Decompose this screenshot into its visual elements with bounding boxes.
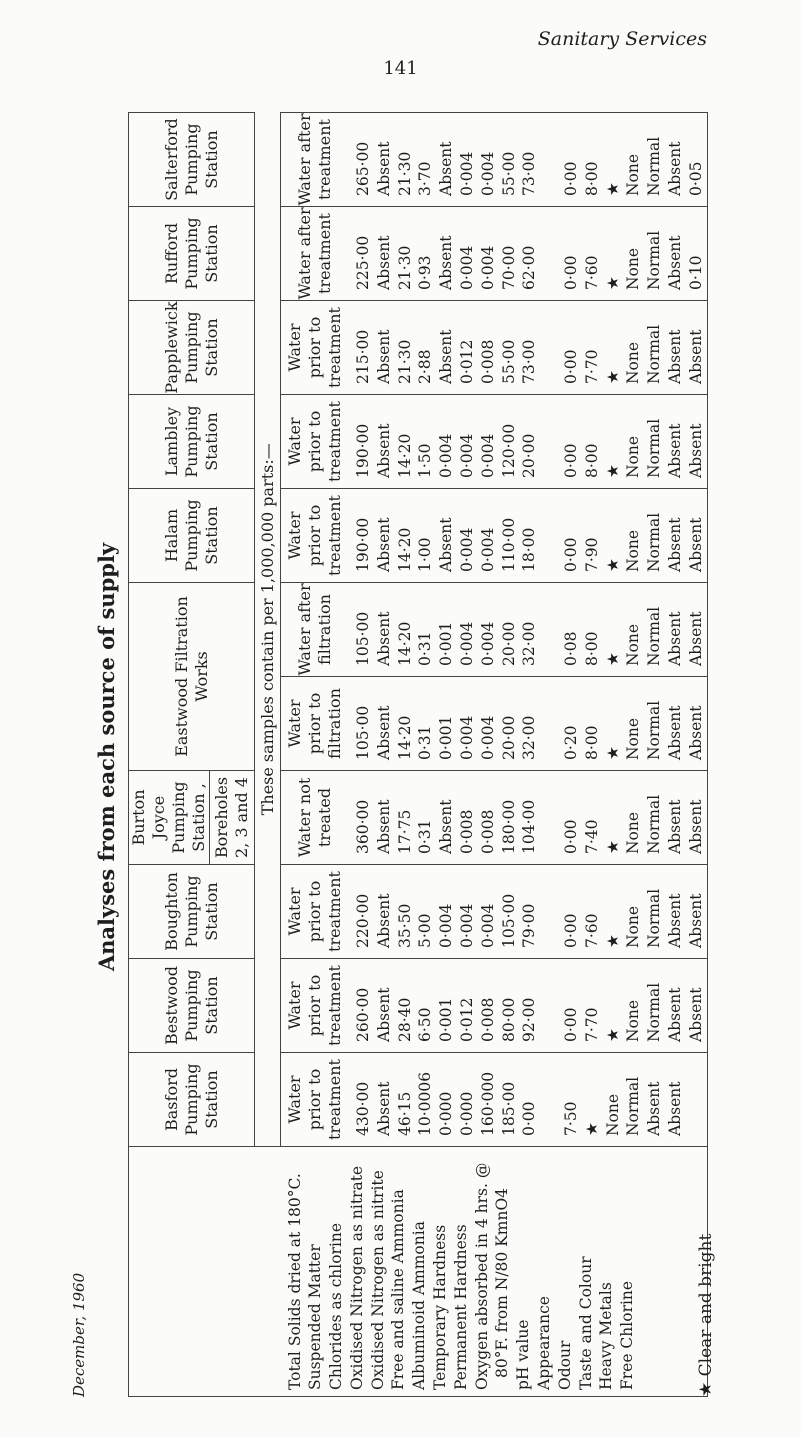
value-cell: Absent — [374, 1081, 393, 1136]
value-cell: 62·00 — [520, 245, 539, 290]
value-cell: 7·90 — [582, 537, 601, 572]
parameter-label: Taste and Colour — [576, 1256, 595, 1390]
value-cell: 7·50 — [561, 1101, 580, 1136]
value-cell: Normal — [645, 982, 664, 1042]
value-cell: Absent — [374, 517, 393, 572]
value-cell: 20·00 — [499, 715, 518, 760]
value-cell: 0·004 — [437, 433, 456, 478]
value-cell: Normal — [645, 512, 664, 572]
parameter-label: Oxygen absorbed in 4 hrs. @ — [472, 1162, 491, 1390]
value-cell: None — [624, 623, 643, 666]
value-cell: 35·50 — [395, 903, 414, 948]
table-title: Analyses from each source of supply — [94, 542, 119, 972]
parameter-label: Free Chlorine — [618, 1280, 637, 1390]
value-cell: 0·00 — [561, 913, 580, 948]
value-cell: 6·50 — [416, 1007, 435, 1042]
parameter-label: pH value — [514, 1319, 533, 1390]
station-header: Bestwood Pumping Station — [129, 959, 255, 1053]
stage-header: Water prior to filtration — [281, 677, 350, 771]
value-cell: 0·31 — [416, 631, 435, 666]
parameter-label: Chlorides as chlorine — [327, 1222, 346, 1390]
section-title: Sanitary Services — [537, 28, 707, 50]
value-cell: 18·00 — [520, 527, 539, 572]
value-cell: 430·00 — [354, 1081, 372, 1136]
value-cell: Normal — [645, 324, 664, 384]
value-cell: 28·40 — [395, 997, 414, 1042]
value-cell: 0·004 — [478, 151, 497, 196]
value-column — [349, 1053, 707, 1147]
station-header: Eastwood Filtration Works — [129, 583, 255, 771]
value-cell: Absent — [437, 517, 456, 572]
value-cell: 0·05 — [686, 161, 705, 196]
value-cell: 0·004 — [457, 527, 476, 572]
value-cell: 46·15 — [395, 1091, 414, 1136]
value-cell: 79·00 — [520, 903, 539, 948]
value-cell: Normal — [645, 606, 664, 666]
value-cell: ★ — [603, 370, 622, 384]
value-cell — [540, 583, 561, 666]
value-cell: 0·10 — [686, 255, 705, 290]
value-cell: None — [624, 717, 643, 760]
stage-header: Water prior to treatment — [281, 1053, 350, 1147]
value-cell: Absent — [437, 799, 456, 854]
station-header: Boughton Pumping Station — [129, 865, 255, 959]
value-cell: 20·00 — [499, 621, 518, 666]
value-cell — [540, 301, 561, 384]
value-cell: Absent — [665, 1081, 684, 1136]
value-cell: 73·00 — [520, 339, 539, 384]
value-cell: 21·30 — [395, 339, 414, 384]
value-column — [349, 583, 707, 677]
value-cell: 0·93 — [416, 255, 435, 290]
value-cell: 215·00 — [354, 329, 372, 384]
value-cell: 0·004 — [457, 903, 476, 948]
value-cell: 17·75 — [395, 809, 414, 854]
value-cell: Absent — [374, 987, 393, 1042]
value-cell: 105·00 — [499, 893, 518, 948]
value-cell: 0·004 — [478, 903, 497, 948]
value-column — [349, 395, 707, 489]
value-cell: Absent — [437, 329, 456, 384]
value-column — [349, 207, 707, 301]
value-cell: 0·004 — [437, 903, 456, 948]
value-cell — [540, 395, 561, 478]
value-cell: 0·001 — [437, 715, 456, 760]
station-header: Rufford Pumping Station — [129, 207, 255, 301]
value-cell: None — [624, 247, 643, 290]
parameter-label: Temporary Hardness — [431, 1224, 450, 1390]
value-cell: Absent — [374, 893, 393, 948]
value-cell: 0·004 — [457, 245, 476, 290]
station-header: Halam Pumping Station — [129, 489, 255, 583]
value-cell — [540, 1053, 561, 1136]
boreholes-header: Boreholes 2, 3 and 4 — [210, 771, 255, 865]
value-cell: None — [624, 811, 643, 854]
value-column — [349, 959, 707, 1053]
contain-note: These samples contain per 1,000,000 parts:— — [255, 113, 281, 1147]
value-cell: 0·004 — [478, 433, 497, 478]
value-cell: None — [624, 905, 643, 948]
stage-header: Water after treatment — [281, 207, 350, 301]
value-cell: None — [624, 435, 643, 478]
value-cell: ★ — [603, 558, 622, 572]
value-cell: 225·00 — [354, 235, 372, 290]
value-cell: None — [624, 341, 643, 384]
value-cell: Absent — [686, 893, 705, 948]
value-cell: 7·60 — [582, 255, 601, 290]
value-cell: 7·40 — [582, 819, 601, 854]
stage-header: Water after treatment — [281, 113, 350, 207]
value-cell: 120·00 — [499, 423, 518, 478]
value-cell: Absent — [686, 987, 705, 1042]
value-cell: 14·20 — [395, 715, 414, 760]
value-column — [349, 677, 707, 771]
value-cell: Absent — [437, 235, 456, 290]
value-cell: 0·08 — [561, 631, 580, 666]
stage-header: Water prior to treatment — [281, 959, 350, 1053]
value-cell: 0·00 — [520, 1101, 539, 1136]
value-cell — [540, 865, 561, 948]
value-cell: Absent — [374, 141, 393, 196]
parameter-label: Odour — [555, 1340, 574, 1390]
value-cell: 14·20 — [395, 527, 414, 572]
stage-header: Water prior to treatment — [281, 489, 350, 583]
value-cell: 32·00 — [520, 715, 539, 760]
value-cell: 21·30 — [395, 151, 414, 196]
value-cell: 0·008 — [478, 339, 497, 384]
value-cell: 0·012 — [457, 997, 476, 1042]
value-cell: ★ — [603, 934, 622, 948]
value-cell: Absent — [665, 141, 684, 196]
value-cell: 220·00 — [354, 893, 372, 948]
analysis-table — [128, 112, 708, 1397]
value-cell: 0·00 — [561, 443, 580, 478]
value-cell — [540, 113, 561, 196]
dateline: December, 1960 — [70, 1272, 88, 1397]
stage-header: Water prior to treatment — [281, 301, 350, 395]
value-cell: 0·00 — [561, 349, 580, 384]
value-cell: Absent — [437, 141, 456, 196]
value-cell: 0·004 — [478, 245, 497, 290]
value-cell: 190·00 — [354, 423, 372, 478]
value-cell: Absent — [374, 235, 393, 290]
value-cell: 0·004 — [457, 715, 476, 760]
value-cell: 7·60 — [582, 913, 601, 948]
value-cell: Absent — [665, 235, 684, 290]
value-column — [349, 865, 707, 959]
value-cell: 0·20 — [561, 725, 580, 760]
stage-header: Water not treated — [281, 771, 350, 865]
station-header: Burton Joyce Pumping Station , — [129, 771, 210, 865]
value-cell: ★ — [603, 1028, 622, 1042]
value-cell: Absent — [374, 423, 393, 478]
value-cell: Absent — [686, 517, 705, 572]
value-cell: 180·00 — [499, 799, 518, 854]
value-cell: ★ — [603, 840, 622, 854]
value-cell: 21·30 — [395, 245, 414, 290]
value-cell: None — [624, 153, 643, 196]
value-cell — [540, 489, 561, 572]
value-cell: 105·00 — [354, 705, 372, 760]
value-cell: Normal — [645, 418, 664, 478]
value-cell: 105·00 — [354, 611, 372, 666]
value-cell: 14·20 — [395, 433, 414, 478]
value-cell: 265·00 — [354, 141, 372, 196]
value-cell: 8·00 — [582, 443, 601, 478]
value-cell: 2·88 — [416, 349, 435, 384]
value-cell: 104·00 — [520, 799, 539, 854]
station-header: Basford Pumping Station — [129, 1053, 255, 1147]
value-cell: 10·0006 — [416, 1071, 435, 1136]
value-cell: 0·008 — [478, 809, 497, 854]
rotated-table-block — [70, 113, 722, 1397]
value-cell: Absent — [374, 799, 393, 854]
value-cell — [540, 207, 561, 290]
value-cell: Absent — [686, 611, 705, 666]
parameter-label: Free and saline Ammonia — [389, 1189, 408, 1390]
value-cell: 1·50 — [416, 443, 435, 478]
stage-header: Water prior to treatment — [281, 865, 350, 959]
parameter-label: Appearance — [535, 1296, 554, 1390]
value-cell: 260·00 — [354, 987, 372, 1042]
value-cell: 7·70 — [582, 349, 601, 384]
value-cell: Normal — [624, 1076, 643, 1136]
value-cell: Absent — [686, 705, 705, 760]
value-cell: 7·70 — [582, 1007, 601, 1042]
value-cell: 0·004 — [478, 715, 497, 760]
value-cell: 73·00 — [520, 151, 539, 196]
value-cell: 5·00 — [416, 913, 435, 948]
value-cell: Absent — [665, 611, 684, 666]
value-cell: Absent — [665, 893, 684, 948]
value-cell: Normal — [645, 794, 664, 854]
parameter-label: Suspended Matter — [306, 1244, 325, 1390]
value-cell — [540, 771, 561, 854]
value-cell: 0·31 — [416, 725, 435, 760]
value-cell: ★ — [603, 746, 622, 760]
value-cell: 0·00 — [561, 161, 580, 196]
station-header: Lambley Pumping Station — [129, 395, 255, 489]
value-cell: 0·31 — [416, 819, 435, 854]
value-cell: Normal — [645, 888, 664, 948]
value-cell: Absent — [374, 705, 393, 760]
value-cell: 8·00 — [582, 725, 601, 760]
value-cell: 0·00 — [561, 819, 580, 854]
value-cell: 0·004 — [478, 527, 497, 572]
value-cell: Normal — [645, 230, 664, 290]
parameter-labels — [281, 1147, 708, 1397]
value-cell: ★ — [603, 464, 622, 478]
value-cell: Normal — [645, 136, 664, 196]
value-cell: None — [624, 529, 643, 572]
value-cell: 80·00 — [499, 997, 518, 1042]
stage-header: Water prior to treatment — [281, 395, 350, 489]
value-cell: Absent — [665, 329, 684, 384]
parameter-label: Permanent Hardness — [451, 1224, 470, 1390]
value-cell: Absent — [665, 423, 684, 478]
value-cell: 0·00 — [561, 537, 580, 572]
value-cell: Absent — [374, 611, 393, 666]
value-cell: 0·004 — [457, 621, 476, 666]
station-header: Papplewick Pumping Station — [129, 301, 255, 395]
parameter-label: Oxidised Nitrogen as nitrate — [347, 1165, 366, 1390]
value-cell: 0·00 — [561, 1007, 580, 1042]
value-cell: Absent — [665, 987, 684, 1042]
value-cell: 8·00 — [582, 161, 601, 196]
value-cell: Absent — [645, 1081, 664, 1136]
value-cell: None — [603, 1093, 622, 1136]
value-cell: Absent — [686, 799, 705, 854]
value-cell: 110·00 — [499, 517, 518, 572]
value-cell: 0·000 — [457, 1091, 476, 1136]
value-cell: Normal — [645, 700, 664, 760]
value-cell: Absent — [665, 799, 684, 854]
value-cell — [540, 677, 561, 760]
value-cell: 190·00 — [354, 517, 372, 572]
value-column — [349, 489, 707, 583]
footnote: ★ Clear and bright — [696, 1233, 716, 1397]
value-cell: ★ — [603, 276, 622, 290]
parameter-label: Oxidised Nitrogen as nitrite — [368, 1170, 387, 1390]
value-cell: 1·00 — [416, 537, 435, 572]
value-cell: ★ — [603, 182, 622, 196]
parameter-label: Total Solids dried at 180°C. — [285, 1173, 304, 1390]
station-header: Salterford Pumping Station — [129, 113, 255, 207]
value-cell: 32·00 — [520, 621, 539, 666]
value-column — [349, 301, 707, 395]
value-cell: Absent — [686, 329, 705, 384]
value-cell: 92·00 — [520, 997, 539, 1042]
header-corner — [129, 1147, 281, 1397]
value-cell: 160·000 — [478, 1071, 497, 1136]
parameter-label: 80°F. from N/80 KmnO4 — [493, 1187, 512, 1378]
value-cell: 0·001 — [437, 997, 456, 1042]
value-cell: Absent — [374, 329, 393, 384]
stage-header: Water after filtration — [281, 583, 350, 677]
value-cell: 20·00 — [520, 433, 539, 478]
value-column — [349, 771, 707, 865]
value-cell: 0·004 — [478, 621, 497, 666]
value-cell: 360·00 — [354, 799, 372, 854]
value-cell: 8·00 — [582, 631, 601, 666]
value-cell: 14·20 — [395, 621, 414, 666]
value-cell: 0·004 — [457, 433, 476, 478]
parameter-label: Heavy Metals — [597, 1282, 616, 1390]
value-cell: 185·00 — [499, 1081, 518, 1136]
value-cell: Absent — [665, 705, 684, 760]
value-cell: Absent — [665, 517, 684, 572]
value-cell: 0·008 — [457, 809, 476, 854]
value-cell — [540, 959, 561, 1042]
page-number: 141 — [383, 58, 418, 79]
value-cell: 55·00 — [499, 339, 518, 384]
value-cell: 0·008 — [478, 997, 497, 1042]
value-cell: 0·000 — [437, 1091, 456, 1136]
value-cell: 70·00 — [499, 245, 518, 290]
parameter-label: Albuminoid Ammonia — [410, 1221, 429, 1390]
value-cell: 0·00 — [561, 255, 580, 290]
value-cell: 55·00 — [499, 151, 518, 196]
value-cell: 3·70 — [416, 161, 435, 196]
value-cell: ★ — [582, 1122, 601, 1136]
value-cell: 0·012 — [457, 339, 476, 384]
value-column — [349, 113, 707, 207]
value-cell: 0·001 — [437, 621, 456, 666]
value-cell: Absent — [686, 423, 705, 478]
value-cell: ★ — [603, 652, 622, 666]
value-cell: 0·004 — [457, 151, 476, 196]
value-cell: None — [624, 999, 643, 1042]
